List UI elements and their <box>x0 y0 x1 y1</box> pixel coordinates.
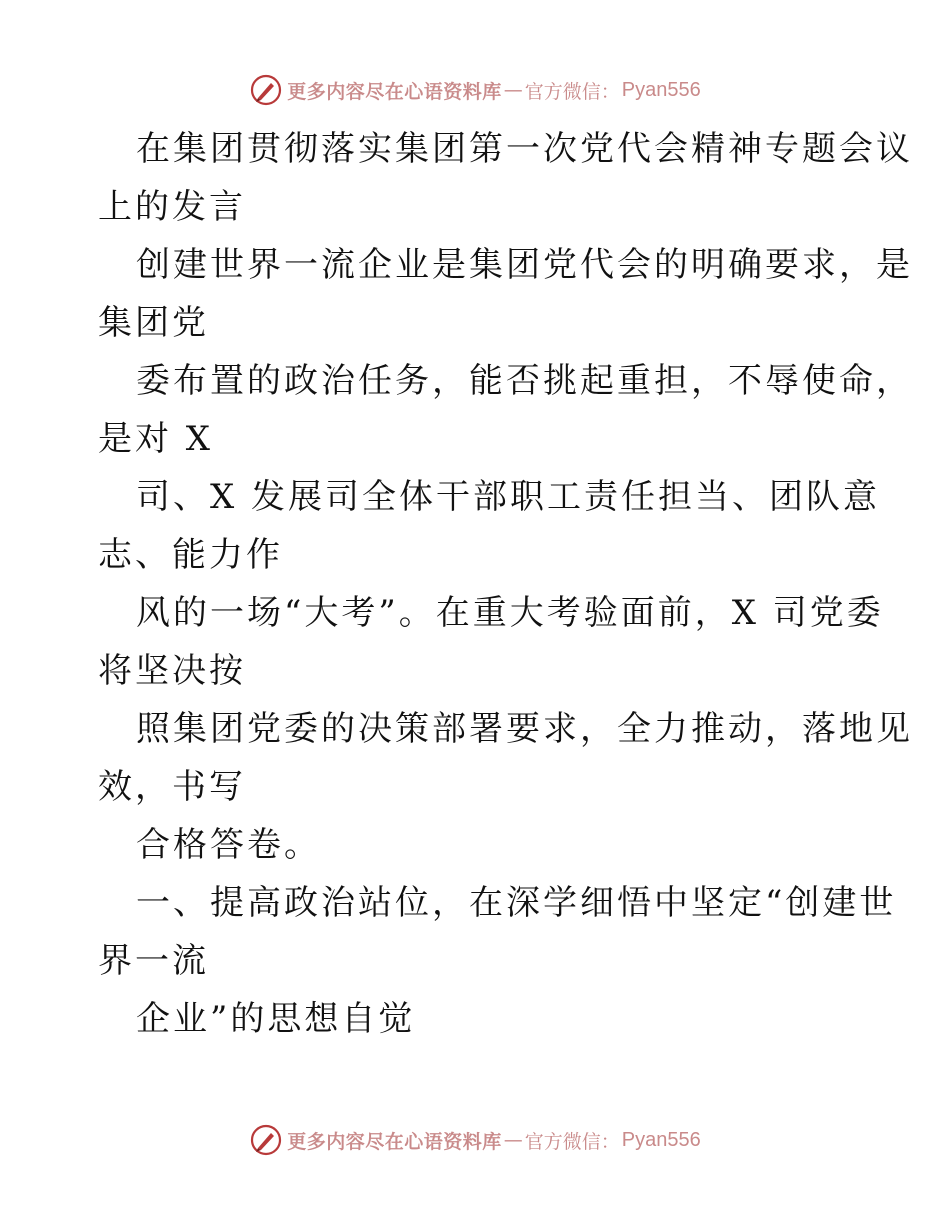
document-body <box>98 120 913 1048</box>
text-line: 企业”的思想自觉 <box>136 999 416 1039</box>
text-line: 是对 X <box>98 419 214 459</box>
text-line: 创建世界一流企业是集团党代会的明确要求，是 <box>136 245 913 285</box>
watermark-account: Pyan556 <box>621 78 701 101</box>
text-line: 将坚决按 <box>98 651 246 691</box>
text-line: 委布置的政治任务，能否挑起重担，不辱使命， <box>136 361 913 401</box>
text-line: 合格答卷。 <box>136 825 321 865</box>
text-line: 照集团党委的决策部署要求，全力推动，落地见 <box>136 709 913 749</box>
watermark-dash: — <box>503 79 523 101</box>
header-watermark <box>0 70 950 110</box>
text-line: 上的发言 <box>98 187 246 227</box>
pen-logo-icon <box>249 1123 283 1157</box>
text-line: 司、X 发展司全体干部职工责任担当、团队意 <box>136 477 881 517</box>
watermark-label: 官方微信： <box>524 80 620 103</box>
text-line: 集团党 <box>98 303 209 343</box>
watermark-site-text: 更多内容尽在心语资料库 <box>287 1130 502 1153</box>
text-line: 界一流 <box>98 941 209 981</box>
text-line: 效，书写 <box>98 767 246 807</box>
text-line: 风的一场“大考”。在重大考验面前，X 司党委 <box>136 593 884 633</box>
text-line: 在集团贯彻落实集团第一次党代会精神专题会议 <box>136 129 913 169</box>
pen-logo-icon <box>249 73 283 107</box>
text-line: 志、能力作 <box>98 535 283 575</box>
watermark-account: Pyan556 <box>621 1128 701 1151</box>
footer-watermark <box>0 1120 950 1160</box>
watermark-label: 官方微信： <box>524 1130 620 1153</box>
watermark-dash: — <box>503 1129 523 1151</box>
text-line: 一、提高政治站位，在深学细悟中坚定“创建世 <box>136 883 897 923</box>
watermark-site-text: 更多内容尽在心语资料库 <box>287 80 502 103</box>
